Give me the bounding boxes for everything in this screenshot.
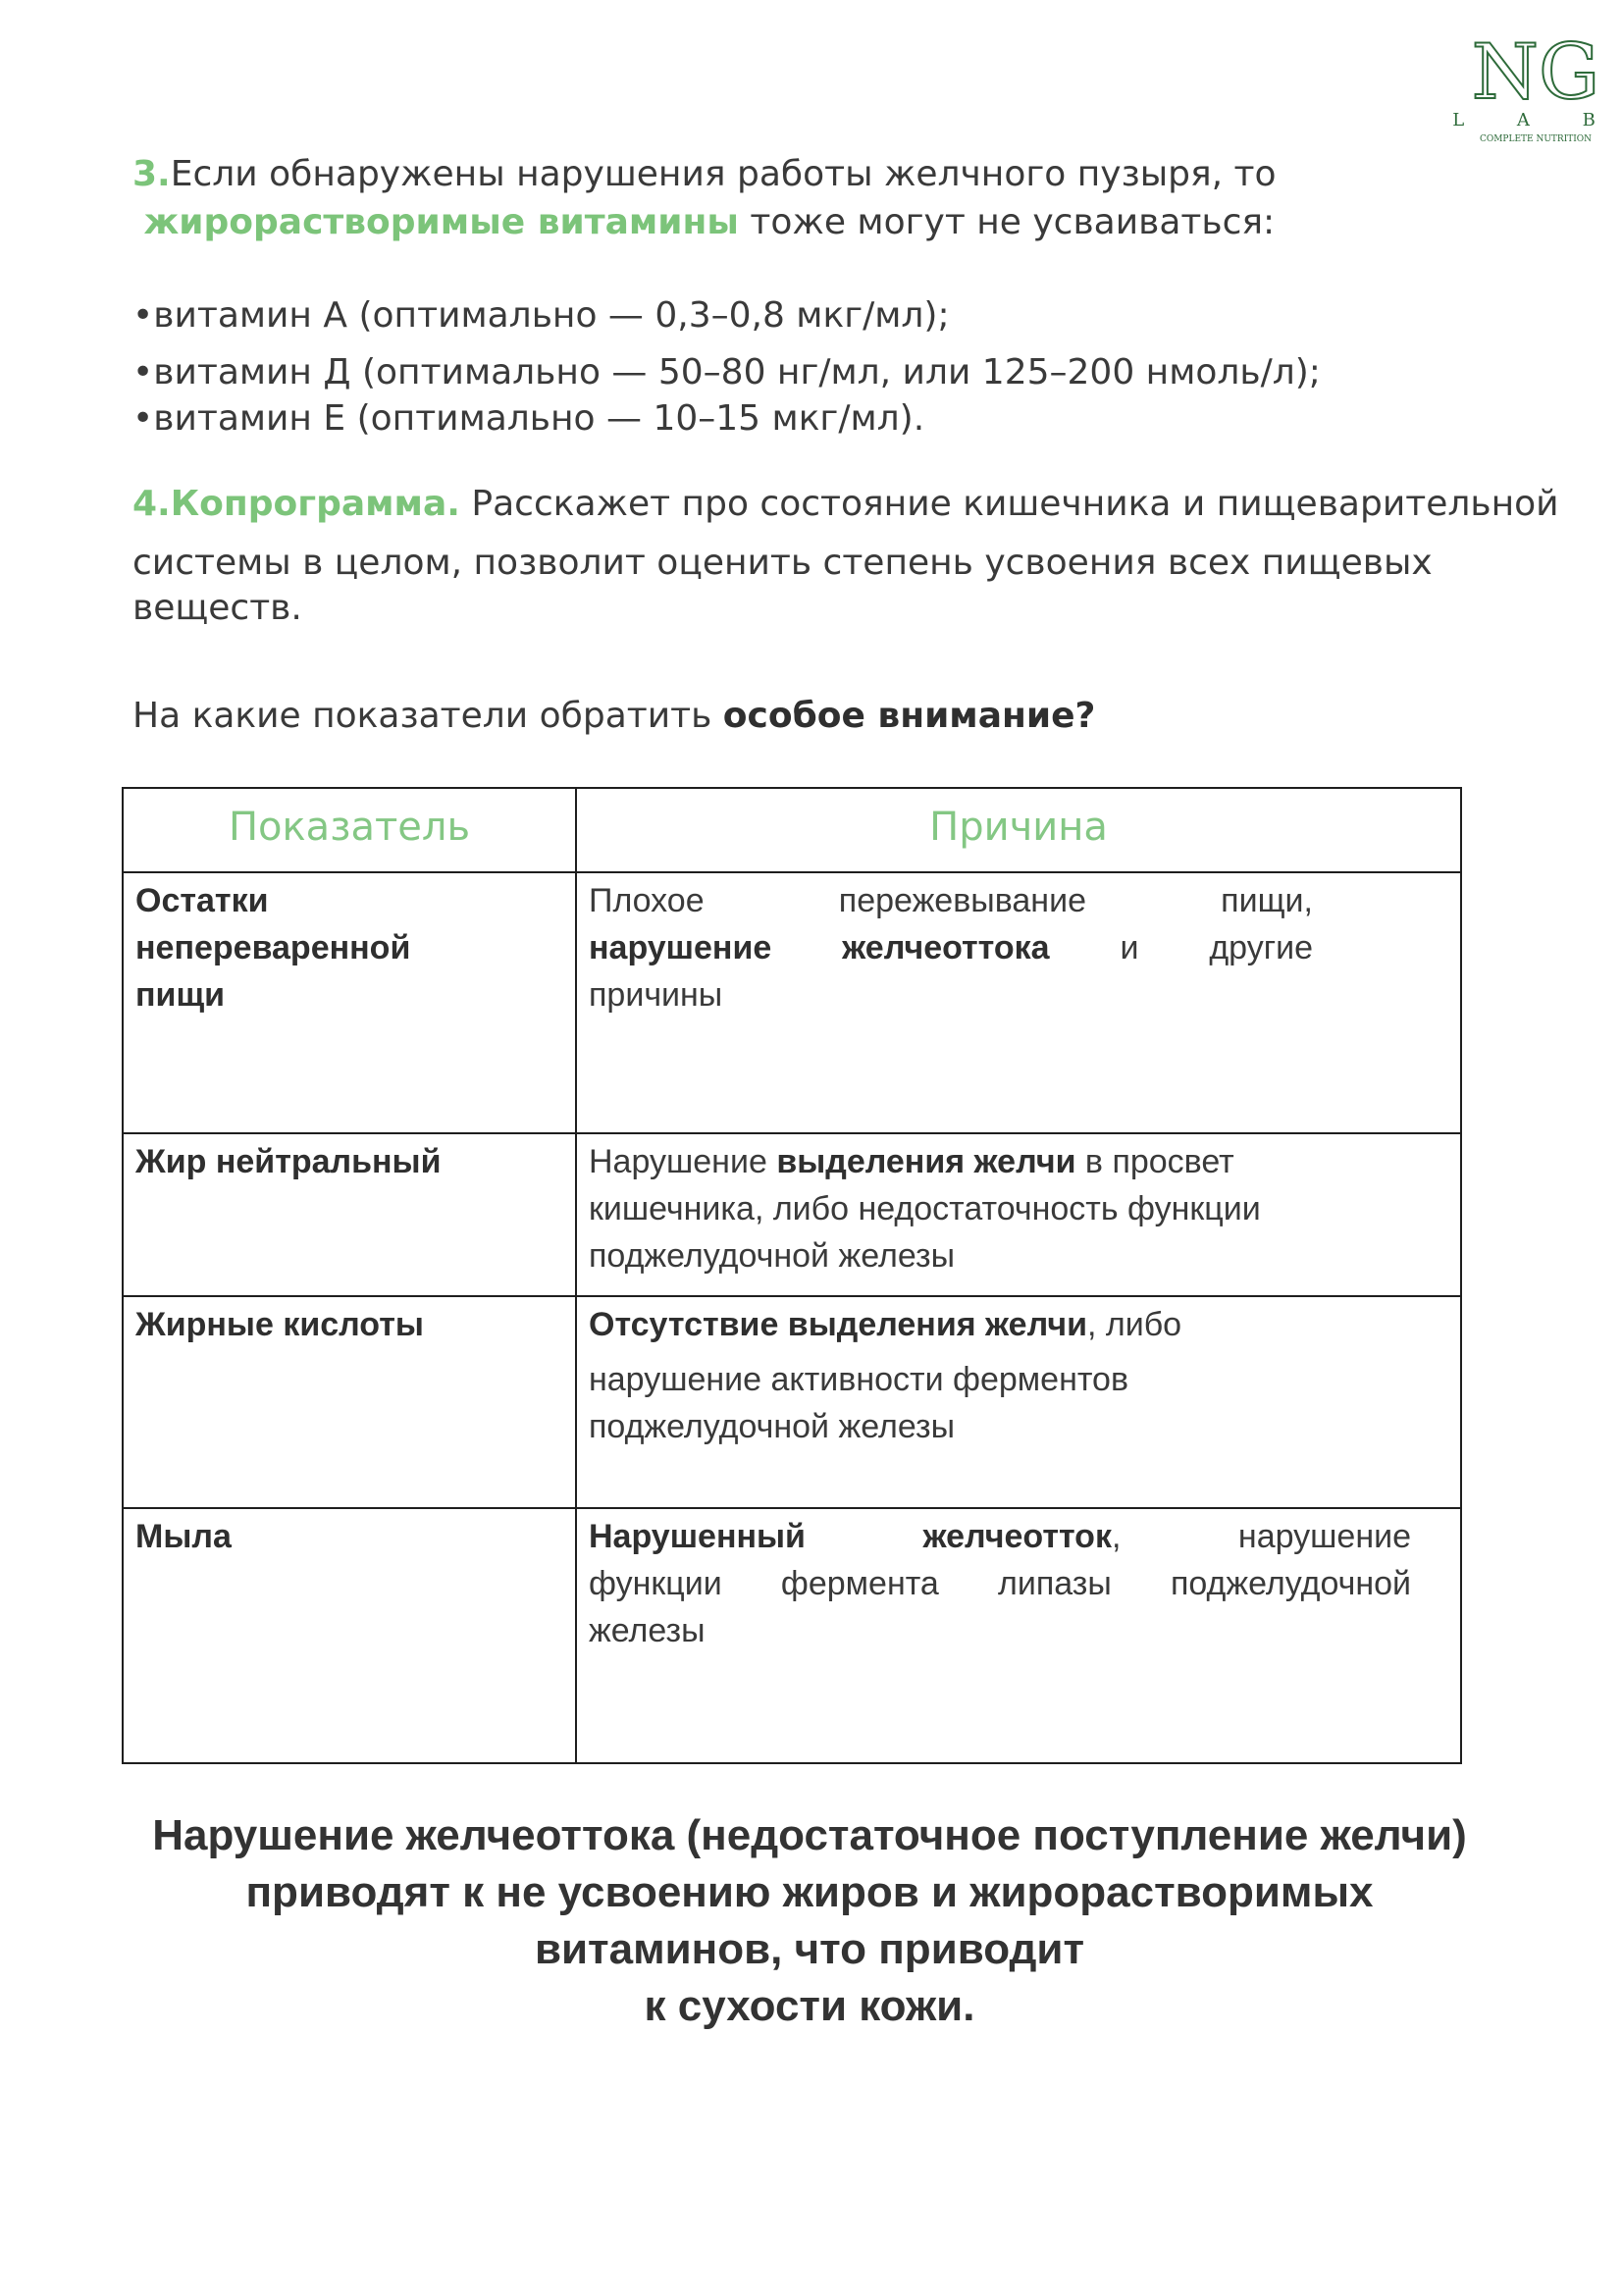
row-indicator: Мыла <box>124 1509 577 1762</box>
conclusion <box>128 1807 1491 2035</box>
vitamin-d-item: •витамин Д (оптимально — 50–80 нг/мл, или 125–200 нмоль/л); <box>132 352 1321 392</box>
table-row <box>124 1509 1460 1762</box>
conclusion-line: приводят к не усвоению жиров и жирорастворимых <box>245 1868 1374 1916</box>
ng-lab-logo <box>1452 27 1619 155</box>
logo-letters: NG <box>1471 28 1600 117</box>
vitamin-a-item: •витамин А (оптимально — 0,3–0,8 мкг/мл); <box>132 295 950 336</box>
section3-line1: 3.Если обнаружены нарушения работы желчного пузыря, то <box>132 154 1277 194</box>
section3-highlight: жирорастворимые витамины <box>143 202 739 242</box>
indicators-table <box>122 787 1462 1764</box>
row-indicator: Остатки непереваренной пищи <box>124 873 577 1132</box>
table-header <box>124 789 1460 873</box>
header-reason: Причина <box>929 805 1108 850</box>
row-indicator: Жир нейтральный <box>124 1134 577 1295</box>
logo-sub: L A B <box>1452 110 1619 130</box>
conclusion-line: к сухости кожи. <box>644 1982 975 2030</box>
vitamin-e-item: •витамин Е (оптимально — 10–15 мкг/мл). <box>132 398 925 439</box>
row-indicator: Жирные кислоты <box>124 1297 577 1507</box>
row-reason: Отсутствие выделения желчи, либо нарушение активности ферментов поджелудочной железы <box>589 1306 1182 1445</box>
question: На какие показатели обратить особое внимание? <box>132 696 1096 736</box>
logo-tagline: COMPLETE NUTRITION <box>1479 134 1593 144</box>
section3-number: 3. <box>132 154 171 194</box>
section4-line3: веществ. <box>132 588 302 628</box>
header-indicator: Показатель <box>124 789 577 871</box>
section4-line2: системы в целом, позволит оценить степень усвоения всех пищевых <box>132 543 1433 583</box>
row-reason: Нарушенный желчеотток, нарушение функции фермента липазы поджелудочной железы <box>589 1518 1411 1649</box>
row-reason: Плохое пережевывание пищи, нарушение желчеоттока и другие причины <box>589 882 1314 1014</box>
section4-line1: 4.Копрограмма. Расскажет про состояние кишечника и пищеварительной <box>132 484 1559 524</box>
table-row <box>124 1134 1460 1297</box>
section4-title: 4.Копрограмма. <box>132 484 460 524</box>
conclusion-line: витаминов, что приводит <box>534 1925 1085 1973</box>
section3-line2: жирорастворимые витамины тоже могут не усваиваться: <box>143 202 1276 242</box>
table-row <box>124 1297 1460 1509</box>
row-reason: Нарушение выделения желчи в просвет кишечника, либо недостаточность функции поджелудочной железы <box>589 1143 1261 1275</box>
table-row <box>124 873 1460 1134</box>
conclusion-line: Нарушение желчеоттока (недостаточное поступление желчи) <box>152 1811 1467 1859</box>
